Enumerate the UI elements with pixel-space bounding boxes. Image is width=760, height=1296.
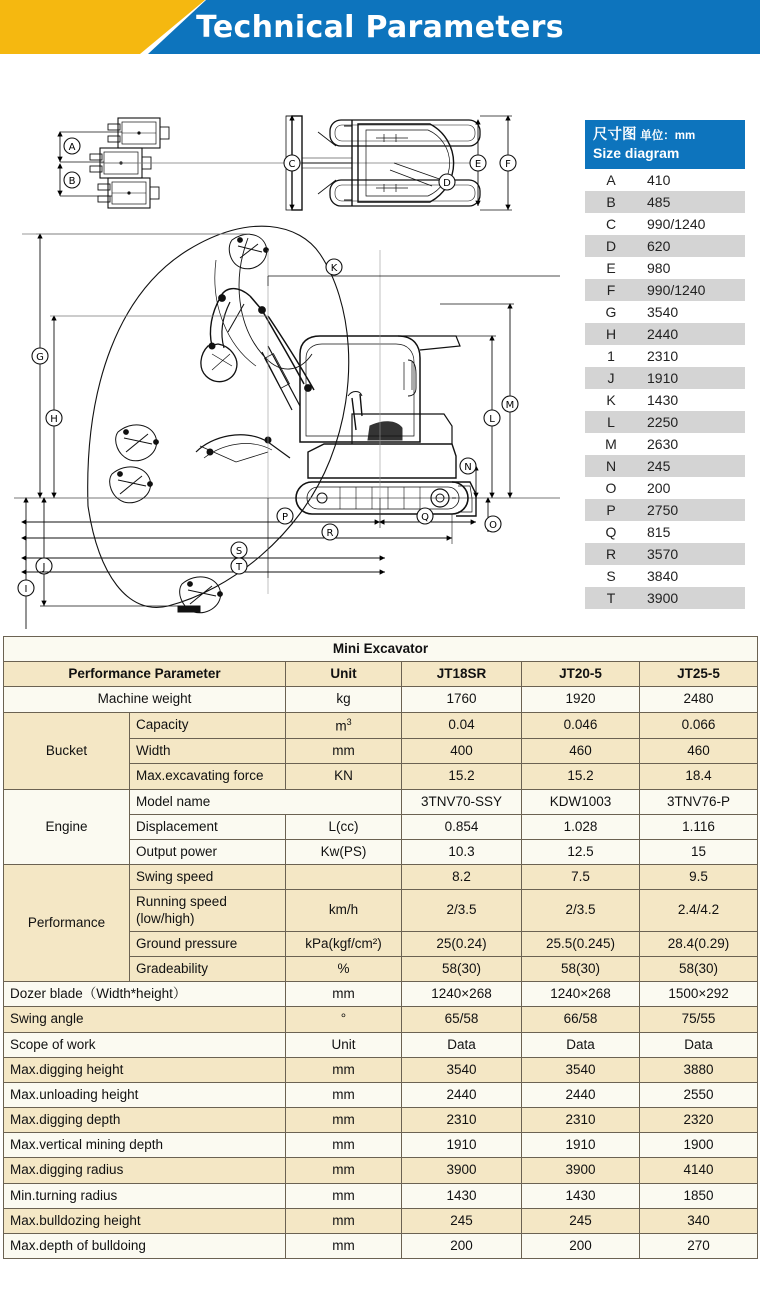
excavator-side-view xyxy=(201,289,476,516)
size-row-value: 410 xyxy=(637,169,745,191)
label-max-vertical-mining-depth: Max.vertical mining depth xyxy=(4,1133,286,1158)
unit-bucket-capacity: $m^3$ xyxy=(286,712,402,739)
header-unit: Unit xyxy=(286,662,402,687)
svg-text:K: K xyxy=(330,263,338,274)
unit-max-vertical-mining-depth: mm xyxy=(286,1133,402,1158)
size-row-value: 2440 xyxy=(637,323,745,345)
size-row-value: 2750 xyxy=(637,499,745,521)
value-max-vertical-mining-depth-jt25-5: 1900 xyxy=(640,1133,758,1158)
label-max-unloading-height: Max.unloading height xyxy=(4,1082,286,1107)
unit-max-digging-radius: mm xyxy=(286,1158,402,1183)
size-row-value: 3540 xyxy=(637,301,745,323)
value-machine-weight-jt20-5: 1920 xyxy=(522,687,640,712)
size-row-label: F xyxy=(585,279,637,301)
size-row-label: M xyxy=(585,433,637,455)
label-swing-speed: Swing speed xyxy=(130,865,286,890)
value-max-bulldozing-height-jt25-5: 340 xyxy=(640,1208,758,1233)
value-max-bulldozing-height-jt18sr: 245 xyxy=(402,1208,522,1233)
unit-swing-speed xyxy=(286,865,402,890)
unit-min-turning-radius: mm xyxy=(286,1183,402,1208)
value-max-depth-of-bulldoing-jt18sr: 200 xyxy=(402,1234,522,1259)
label-max-digging-depth: Max.digging depth xyxy=(4,1108,286,1133)
value-scope-of-work-jt25-5: Data xyxy=(640,1032,758,1057)
size-row-label: O xyxy=(585,477,637,499)
spec-header-row xyxy=(4,662,758,687)
spec-title-row xyxy=(4,637,758,662)
row-max-depth-of-bulldoing xyxy=(4,1234,758,1259)
value-excavating-force-jt18sr: 15.2 xyxy=(402,764,522,789)
value-bucket-capacity-jt25-5: 0.066 xyxy=(640,712,758,739)
value-bucket-width-jt18sr: 400 xyxy=(402,739,522,764)
unit-running-speed: km/h xyxy=(286,890,402,931)
size-row xyxy=(585,213,745,235)
value-running-speed-jt20-5: 2/3.5 xyxy=(522,890,640,931)
size-row-label: P xyxy=(585,499,637,521)
row-dozer-blade xyxy=(4,982,758,1007)
unit-swing-angle: ° xyxy=(286,1007,402,1032)
label-running-speed-line2: (low/high) xyxy=(136,910,195,926)
size-row xyxy=(585,279,745,301)
value-min-turning-radius-jt18sr: 1430 xyxy=(402,1183,522,1208)
value-max-digging-depth-jt20-5: 2310 xyxy=(522,1108,640,1133)
size-row-value: 2630 xyxy=(637,433,745,455)
svg-text:Q: Q xyxy=(421,512,429,523)
size-row-label: H xyxy=(585,323,637,345)
size-row-label: L xyxy=(585,411,637,433)
top-view-swing-positions xyxy=(60,118,470,208)
value-dozer-blade-jt25-5: 1500×292 xyxy=(640,982,758,1007)
size-row xyxy=(585,257,745,279)
value-min-turning-radius-jt25-5: 1850 xyxy=(640,1183,758,1208)
value-min-turning-radius-jt20-5: 1430 xyxy=(522,1183,640,1208)
size-row xyxy=(585,455,745,477)
value-ground-pressure-jt25-5: 28.4(0.29) xyxy=(640,931,758,956)
value-bucket-capacity-jt20-5: 0.046 xyxy=(522,712,640,739)
size-row-value: 245 xyxy=(637,455,745,477)
value-machine-weight-jt18sr: 1760 xyxy=(402,687,522,712)
label-max-bulldozing-height: Max.bulldozing height xyxy=(4,1208,286,1233)
size-row-label: R xyxy=(585,543,637,565)
size-row-label: S xyxy=(585,565,637,587)
label-engine-output-power: Output power xyxy=(130,840,286,865)
unit-superscript: 3 xyxy=(346,716,352,727)
value-swing-speed-jt18sr: 8.2 xyxy=(402,865,522,890)
unit-machine-weight: kg xyxy=(286,687,402,712)
value-max-digging-radius-jt20-5: 3900 xyxy=(522,1158,640,1183)
size-row-label: D xyxy=(585,235,637,257)
unit-max-digging-depth: mm xyxy=(286,1108,402,1133)
size-row-value: 815 xyxy=(637,521,745,543)
svg-text:S: S xyxy=(235,546,243,557)
size-row-label: N xyxy=(585,455,637,477)
unit-max-unloading-height: mm xyxy=(286,1082,402,1107)
label-dozer-blade: Dozer blade（Width*height） xyxy=(4,982,286,1007)
value-bucket-capacity-jt18sr: 0.04 xyxy=(402,712,522,739)
svg-text:G: G xyxy=(36,352,44,363)
row-machine-weight xyxy=(4,687,758,712)
value-engine-model-jt20-5: KDW1003 xyxy=(522,789,640,814)
label-engine-displacement: Displacement xyxy=(130,814,286,839)
specification-table-wrapper xyxy=(3,636,757,1259)
svg-text:P: P xyxy=(281,512,289,523)
value-max-digging-radius-jt25-5: 4140 xyxy=(640,1158,758,1183)
label-min-turning-radius: Min.turning radius xyxy=(4,1183,286,1208)
size-row-label: K xyxy=(585,389,637,411)
size-row-value: 980 xyxy=(637,257,745,279)
value-max-unloading-height-jt18sr: 2440 xyxy=(402,1082,522,1107)
size-row xyxy=(585,169,745,191)
size-row-label: C xyxy=(585,213,637,235)
value-max-digging-height-jt25-5: 3880 xyxy=(640,1057,758,1082)
value-max-unloading-height-jt25-5: 2550 xyxy=(640,1082,758,1107)
size-row xyxy=(585,521,745,543)
value-scope-of-work-jt20-5: Data xyxy=(522,1032,640,1057)
size-row-label: J xyxy=(585,367,637,389)
size-row-value: 485 xyxy=(637,191,745,213)
size-table-header-cell xyxy=(585,120,745,169)
label-running-speed-line1: Running speed xyxy=(136,894,227,910)
svg-text:A: A xyxy=(68,142,76,153)
svg-text:C: C xyxy=(288,159,296,170)
size-row xyxy=(585,587,745,609)
size-diagram-table xyxy=(585,120,745,609)
unit-ground-pressure: kPa(kgf/cm²) xyxy=(286,931,402,956)
row-max-digging-height xyxy=(4,1057,758,1082)
value-max-digging-height-jt20-5: 3540 xyxy=(522,1057,640,1082)
svg-text:O: O xyxy=(489,520,497,531)
label-max-depth-of-bulldoing: Max.depth of bulldoing xyxy=(4,1234,286,1259)
technical-drawing-area xyxy=(0,54,760,629)
value-max-vertical-mining-depth-jt20-5: 1910 xyxy=(522,1133,640,1158)
value-max-digging-depth-jt18sr: 2310 xyxy=(402,1108,522,1133)
row-perf-swing-speed xyxy=(4,865,758,890)
svg-text:H: H xyxy=(50,414,58,425)
size-row xyxy=(585,477,745,499)
row-max-digging-depth xyxy=(4,1108,758,1133)
svg-text:E: E xyxy=(474,159,482,170)
row-max-digging-radius xyxy=(4,1158,758,1183)
label-max-digging-radius: Max.digging radius xyxy=(4,1158,286,1183)
label-bucket-capacity: Capacity xyxy=(130,712,286,739)
value-displacement-jt20-5: 1.028 xyxy=(522,814,640,839)
size-row-value: 2250 xyxy=(637,411,745,433)
value-displacement-jt18sr: 0.854 xyxy=(402,814,522,839)
size-row-value: 990/1240 xyxy=(637,279,745,301)
size-row-value: 3570 xyxy=(637,543,745,565)
value-ground-pressure-jt18sr: 25(0.24) xyxy=(402,931,522,956)
svg-text:D: D xyxy=(443,178,451,189)
row-engine-model-name xyxy=(4,789,758,814)
size-row xyxy=(585,543,745,565)
svg-text:R: R xyxy=(326,528,334,539)
unit-bucket-excavating-force: KN xyxy=(286,764,402,789)
header-model-jt18sr: JT18SR xyxy=(402,662,522,687)
value-bucket-width-jt25-5: 460 xyxy=(640,739,758,764)
svg-text:B: B xyxy=(68,176,76,187)
size-header-unit: 单位：mm xyxy=(640,130,696,142)
size-row-value: 1430 xyxy=(637,389,745,411)
value-machine-weight-jt25-5: 2480 xyxy=(640,687,758,712)
value-swing-speed-jt25-5: 9.5 xyxy=(640,865,758,890)
value-excavating-force-jt20-5: 15.2 xyxy=(522,764,640,789)
size-table-body xyxy=(585,120,745,609)
value-gradeability-jt20-5: 58(30) xyxy=(522,956,640,981)
value-max-digging-radius-jt18sr: 3900 xyxy=(402,1158,522,1183)
value-scope-of-work-jt18sr: Data xyxy=(402,1032,522,1057)
unit-dozer-blade: mm xyxy=(286,982,402,1007)
row-max-vertical-mining-depth xyxy=(4,1133,758,1158)
value-output-power-jt20-5: 12.5 xyxy=(522,840,640,865)
label-max-digging-height: Max.digging height xyxy=(4,1057,286,1082)
size-row xyxy=(585,433,745,455)
label-bucket-width: Width xyxy=(130,739,286,764)
row-scope-of-work xyxy=(4,1032,758,1057)
value-dozer-blade-jt20-5: 1240×268 xyxy=(522,982,640,1007)
size-row-value: 3900 xyxy=(637,587,745,609)
size-row-value: 620 xyxy=(637,235,745,257)
value-max-unloading-height-jt20-5: 2440 xyxy=(522,1082,640,1107)
row-swing-angle xyxy=(4,1007,758,1032)
row-max-unloading-height xyxy=(4,1082,758,1107)
size-row xyxy=(585,301,745,323)
value-output-power-jt25-5: 15 xyxy=(640,840,758,865)
value-max-depth-of-bulldoing-jt20-5: 200 xyxy=(522,1234,640,1259)
size-row xyxy=(585,191,745,213)
size-row-label: T xyxy=(585,587,637,609)
value-max-digging-height-jt18sr: 3540 xyxy=(402,1057,522,1082)
size-row xyxy=(585,499,745,521)
svg-text:L: L xyxy=(489,414,495,425)
size-row xyxy=(585,411,745,433)
value-output-power-jt18sr: 10.3 xyxy=(402,840,522,865)
label-bucket-excavating-force: Max.excavating force xyxy=(130,764,286,789)
header-performance-parameter: Performance Parameter xyxy=(4,662,286,687)
size-row-value: 3840 xyxy=(637,565,745,587)
group-label-performance: Performance xyxy=(4,865,130,982)
svg-text:J: J xyxy=(42,562,46,573)
value-gradeability-jt25-5: 58(30) xyxy=(640,956,758,981)
size-row-value: 200 xyxy=(637,477,745,499)
unit-max-depth-of-bulldoing: mm xyxy=(286,1234,402,1259)
page-title: Technical Parameters xyxy=(196,9,564,45)
value-ground-pressure-jt20-5: 25.5(0.245) xyxy=(522,931,640,956)
label-engine-model-name: Model name xyxy=(130,789,402,814)
label-running-speed xyxy=(130,890,286,931)
value-gradeability-jt18sr: 58(30) xyxy=(402,956,522,981)
size-row xyxy=(585,235,745,257)
unit-max-digging-height: mm xyxy=(286,1057,402,1082)
row-bucket-capacity xyxy=(4,712,758,739)
unit-gradeability: % xyxy=(286,956,402,981)
size-row-value: 1910 xyxy=(637,367,745,389)
unit-bucket-width: mm xyxy=(286,739,402,764)
label-scope-of-work: Scope of work xyxy=(4,1032,286,1057)
page-banner xyxy=(0,0,760,54)
value-running-speed-jt25-5: 2.4/4.2 xyxy=(640,890,758,931)
specification-table xyxy=(3,636,758,1259)
label-ground-pressure: Ground pressure xyxy=(130,931,286,956)
size-row-label: A xyxy=(585,169,637,191)
unit-scope-of-work: Unit xyxy=(286,1032,402,1057)
size-row xyxy=(585,389,745,411)
row-min-turning-radius xyxy=(4,1183,758,1208)
value-swing-angle-jt18sr: 65/58 xyxy=(402,1007,522,1032)
svg-text:M: M xyxy=(505,400,515,411)
size-row-label: B xyxy=(585,191,637,213)
header-model-jt20-5: JT20-5 xyxy=(522,662,640,687)
label-machine-weight: Machine weight xyxy=(4,687,286,712)
spec-title: Mini Excavator xyxy=(4,637,758,662)
value-displacement-jt25-5: 1.116 xyxy=(640,814,758,839)
unit-max-bulldozing-height: mm xyxy=(286,1208,402,1233)
value-dozer-blade-jt18sr: 1240×268 xyxy=(402,982,522,1007)
value-max-depth-of-bulldoing-jt25-5: 270 xyxy=(640,1234,758,1259)
value-max-digging-depth-jt25-5: 2320 xyxy=(640,1108,758,1133)
value-engine-model-jt18sr: 3TNV70-SSY xyxy=(402,789,522,814)
row-max-bulldozing-height xyxy=(4,1208,758,1233)
size-row xyxy=(585,565,745,587)
group-label-engine: Engine xyxy=(4,789,130,865)
size-table-header-row xyxy=(585,120,745,169)
unit-engine-output-power: Kw(PS) xyxy=(286,840,402,865)
value-bucket-width-jt20-5: 460 xyxy=(522,739,640,764)
size-row xyxy=(585,323,745,345)
size-row xyxy=(585,345,745,367)
side-view-working-envelope xyxy=(14,226,560,629)
label-swing-angle: Swing angle xyxy=(4,1007,286,1032)
value-swing-angle-jt25-5: 75/55 xyxy=(640,1007,758,1032)
value-max-bulldozing-height-jt20-5: 245 xyxy=(522,1208,640,1233)
value-excavating-force-jt25-5: 18.4 xyxy=(640,764,758,789)
svg-text:F: F xyxy=(505,159,511,170)
header-model-jt25-5: JT25-5 xyxy=(640,662,758,687)
svg-text:T: T xyxy=(235,562,243,573)
size-row-label: Q xyxy=(585,521,637,543)
size-row-label: 1 xyxy=(585,345,637,367)
label-gradeability: Gradeability xyxy=(130,956,286,981)
svg-text:N: N xyxy=(464,462,472,473)
size-header-en: Size diagram xyxy=(593,144,680,161)
size-row-label: G xyxy=(585,301,637,323)
group-label-bucket: Bucket xyxy=(4,712,130,789)
unit-engine-displacement: L(cc) xyxy=(286,814,402,839)
size-header-cn: 尺寸图 xyxy=(593,127,637,143)
size-row-label: E xyxy=(585,257,637,279)
value-swing-angle-jt20-5: 66/58 xyxy=(522,1007,640,1032)
value-max-vertical-mining-depth-jt18sr: 1910 xyxy=(402,1133,522,1158)
size-row-value: 2310 xyxy=(637,345,745,367)
value-running-speed-jt18sr: 2/3.5 xyxy=(402,890,522,931)
size-row-value: 990/1240 xyxy=(637,213,745,235)
value-engine-model-jt25-5: 3TNV76-P xyxy=(640,789,758,814)
value-swing-speed-jt20-5: 7.5 xyxy=(522,865,640,890)
svg-text:I: I xyxy=(24,584,28,595)
size-row xyxy=(585,367,745,389)
